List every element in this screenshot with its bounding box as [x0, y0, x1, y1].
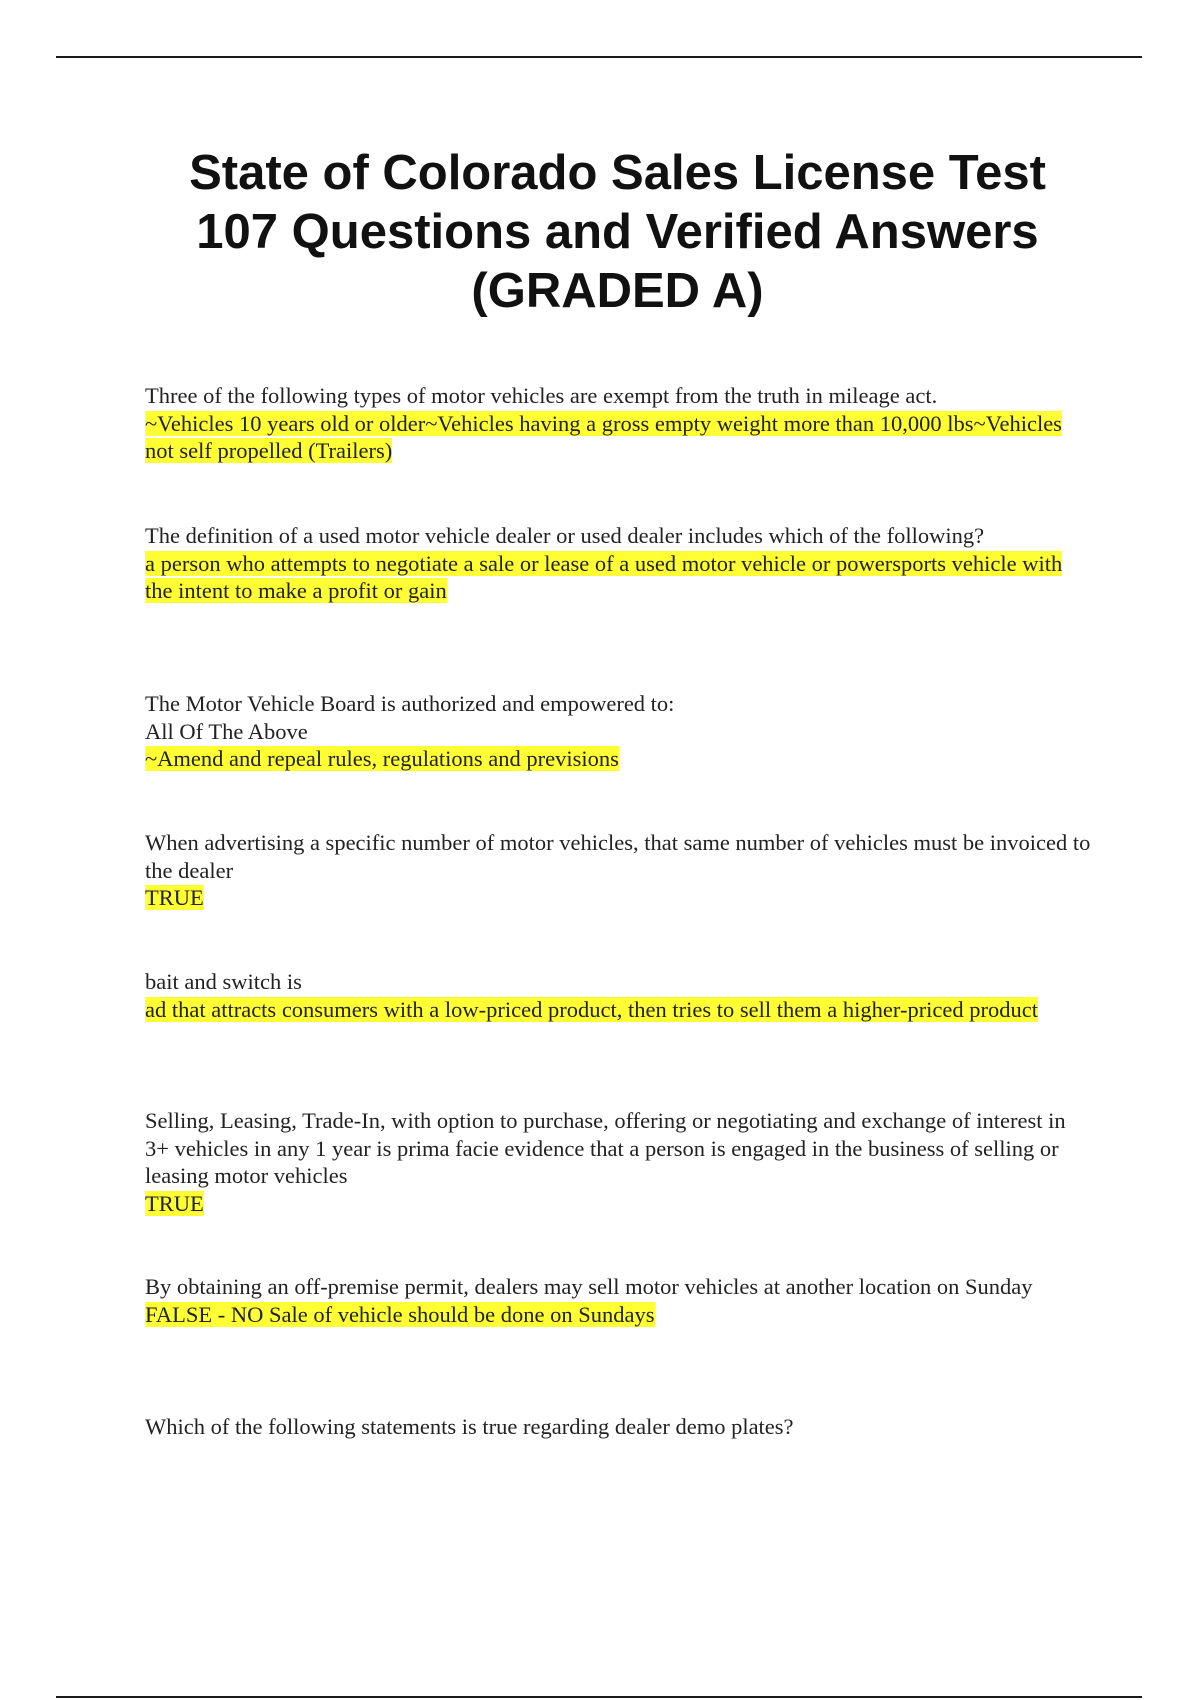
- title-line-1: State of Colorado Sales License Test: [189, 146, 1046, 200]
- question-text: By obtaining an off-premise permit, dealers may sell motor vehicles at another location on Sunday: [145, 1274, 1033, 1299]
- plain-answer-text: All Of The Above: [145, 718, 308, 744]
- question-text: Three of the following types of motor vehicles are exempt from the truth in mileage act.: [145, 383, 938, 408]
- answer-text: a person who attempts to negotiate a sale or lease of a used motor vehicle or powersports vehicle with the intent to make a profit or gain: [145, 550, 1063, 603]
- question-text: When advertising a specific number of motor vehicles, that same number of vehicles must be invoiced to the dealer: [145, 830, 1091, 883]
- answer-text: ~Vehicles 10 years old or older~Vehicles having a gross empty weight more than 10,000 lbs~Vehicles not self propelled (Trailers): [145, 410, 1062, 463]
- answer-block: [145, 1301, 1095, 1329]
- qa-item-8: [145, 1413, 1095, 1441]
- answer-block: [145, 410, 1095, 465]
- document-title: [100, 144, 1135, 321]
- answer-text: ad that attracts consumers with a low-priced product, then tries to sell them a higher-priced product: [145, 996, 1039, 1022]
- answer-block: [145, 745, 1095, 773]
- answer-text: TRUE: [145, 885, 204, 910]
- qa-item-7: [145, 1273, 1095, 1328]
- question-text: bait and switch is: [145, 969, 302, 994]
- qa-item-5: [145, 968, 1095, 1023]
- answer-block: [145, 1190, 1095, 1218]
- answer-block: [145, 996, 1095, 1024]
- question-text: Selling, Leasing, Trade-In, with option to purchase, offering or negotiating and exchange of interest in 3+ vehicles in any 1 year is prima facie evidence that a person is engaged in the business of selling or leasing motor vehicles: [145, 1108, 1066, 1188]
- answer-text: TRUE: [145, 1190, 204, 1216]
- title-line-3: (GRADED A): [471, 264, 764, 318]
- answer-text: ~Amend and repeal rules, regulations and previsions: [145, 746, 619, 771]
- qa-item-2: [145, 522, 1095, 605]
- qa-item-4: [145, 829, 1095, 912]
- answer-text: FALSE - NO Sale of vehicle should be done on Sundays: [145, 1301, 655, 1327]
- top-rule: [56, 56, 1142, 58]
- answer-block: [145, 550, 1095, 605]
- qa-item-1: [145, 382, 1095, 465]
- question-text: The definition of a used motor vehicle dealer or used dealer includes which of the following?: [145, 523, 985, 548]
- qa-item-3: [145, 690, 1095, 773]
- qa-item-6: [145, 1107, 1095, 1217]
- question-text: Which of the following statements is true regarding dealer demo plates?: [145, 1414, 794, 1439]
- title-line-2: 107 Questions and Verified Answers: [196, 205, 1039, 259]
- answer-block: [145, 884, 1095, 912]
- bottom-rule: [56, 1696, 1142, 1698]
- question-text: The Motor Vehicle Board is authorized and empowered to:: [145, 691, 675, 716]
